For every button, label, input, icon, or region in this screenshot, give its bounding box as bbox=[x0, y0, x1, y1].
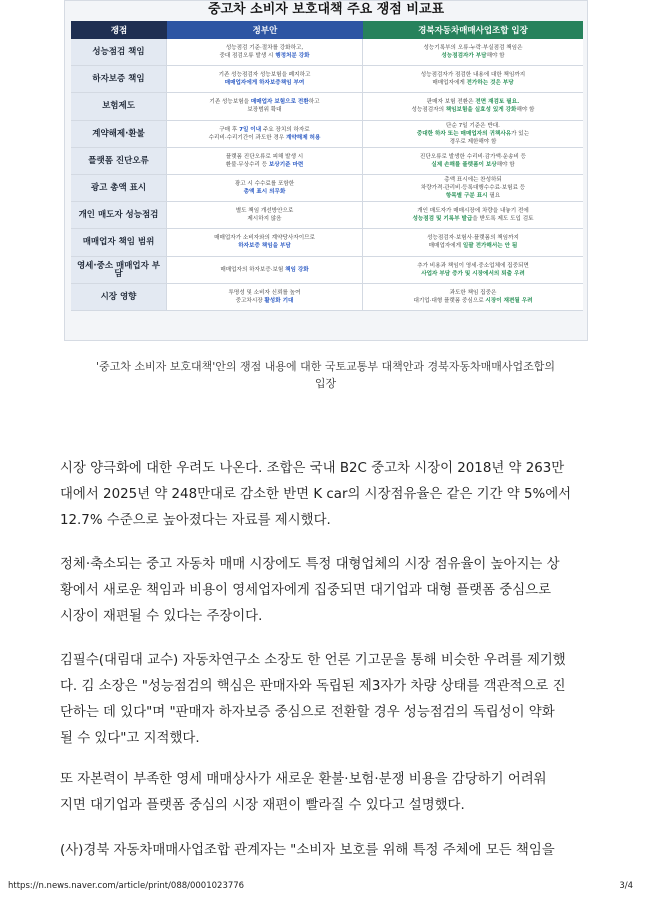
cell-line: 성능점검 기준·절차를 강화하고, bbox=[225, 45, 304, 52]
paragraph-line: 12.7% 수준으로 높아졌다는 자료를 제시했다. bbox=[60, 513, 331, 528]
article-paragraph bbox=[60, 648, 593, 752]
table-row bbox=[71, 175, 583, 202]
cell-line: 기존 성능점검자 성능보험을 폐지하고 bbox=[218, 72, 311, 79]
paragraph-line: 단하는 데 있다"며 "판매자 하자보증 중심으로 전환할 경우 성능점검의 독립성이 약화 bbox=[60, 705, 555, 720]
table-row bbox=[71, 284, 583, 311]
cell-line: 판매자 보험 전환은 전면 재검토 필요. bbox=[426, 99, 520, 106]
association-cell bbox=[363, 66, 583, 93]
association-cell bbox=[363, 93, 583, 120]
cell-line bbox=[171, 188, 358, 196]
highlight-text: 매매업자 보험으로 전환 bbox=[250, 99, 309, 106]
issue-cell: 개인 매도자 성능점검 bbox=[71, 202, 167, 229]
cell-line: 성능점검자가 부담해야 함 bbox=[441, 53, 505, 60]
caption-line: '중고차 소비자 보호대책'안의 쟁점 내용에 대한 국토교통부 대책안과 경북자동차매매사업조합의 bbox=[95, 360, 556, 373]
paragraph-line: 지면 대기업과 플랫폼 중심의 시장 재편이 빨라질 수 있다고 설명했다. bbox=[60, 798, 465, 813]
table-row bbox=[71, 39, 583, 66]
highlight-text: 전면 재검토 필요. bbox=[475, 99, 520, 106]
cell-line: 개인 매도자가 매매시장에 차량을 내놓기 전에 bbox=[417, 208, 529, 215]
highlight-text: 보상기준 마련 bbox=[268, 161, 304, 168]
highlight-text: 시장이 재편될 우려 bbox=[485, 297, 533, 304]
article-paragraph bbox=[60, 767, 593, 819]
paragraph-line: 김필수(대림대 교수) 자동차연구소 소장도 한 언론 기고문을 통해 비슷한 우려를 제기했 bbox=[60, 653, 566, 668]
association-cell bbox=[363, 257, 583, 284]
cell-line: 성능점검자의 책임보험을 실효성 있게 강화해야 함 bbox=[411, 107, 535, 114]
highlight-text: 하자보증 책임을 부담 bbox=[238, 243, 291, 250]
highlight-text: 실제 손해를 플랫폼이 보상 bbox=[431, 161, 497, 168]
paragraph-line: 대에서 2025년 약 248만대로 감소한 반면 K car의 시장점유율은 같은 기간 약 5%에서 bbox=[60, 487, 572, 502]
highlight-text: 총액 표시 의무화 bbox=[243, 189, 286, 196]
highlight-text: 사업자 부담 증가 및 시장에서의 퇴출 우려 bbox=[421, 270, 525, 277]
figure-title: 중고차 소비자 보호대책 주요 쟁점 비교표 bbox=[207, 2, 445, 17]
cell-line: 매매업자에게 전가하는 것은 부당 bbox=[432, 80, 514, 87]
table-row bbox=[71, 257, 583, 284]
paragraph-line: 또 자본력이 부족한 영세 매매상사가 새로운 환불·보험·분쟁 비용을 감당하기 어려워 bbox=[60, 772, 547, 787]
issue-cell: 광고 총액 표시 bbox=[71, 175, 167, 202]
highlight-text: 책임보험을 실효성 있게 강화 bbox=[445, 107, 517, 114]
government-cell bbox=[167, 284, 363, 311]
table-row bbox=[71, 66, 583, 93]
cell-line: 매매업자에게 일괄 전가해서는 안 됨 bbox=[428, 243, 518, 250]
cell-line bbox=[171, 79, 358, 87]
cell-line: 과도한 책임 집중은 bbox=[449, 289, 497, 296]
government-cell bbox=[167, 121, 363, 148]
cell-line: 매매업자가 소비자와의 계약당사자이므로 bbox=[214, 235, 315, 242]
highlight-text: 일괄 전가해서는 안 됨 bbox=[462, 243, 518, 250]
cell-line: 총액 표시에는 찬성하되 bbox=[444, 177, 502, 184]
cell-line: 기존 성능보험을 매매업자 보험으로 전환하고 bbox=[209, 99, 320, 106]
association-cell bbox=[363, 284, 583, 311]
header-government: 정부안 bbox=[167, 21, 363, 39]
issue-cell: 영세·중소 매매업자 부담 bbox=[71, 257, 167, 284]
issue-cell: 계약해제·환불 bbox=[71, 121, 167, 148]
table-row bbox=[71, 148, 583, 175]
cell-line: 투명성 및 소비자 신뢰를 높여 bbox=[228, 289, 301, 296]
paragraph-line: 다. 김 소장은 "성능점검의 핵심은 판매자와 독립된 제3자가 차량 상태를 객관적으로 진 bbox=[60, 679, 566, 694]
cell-line: 추가 비용과 책임이 영세·중소업체에 집중되면 bbox=[417, 262, 529, 269]
cell-line: 경우로 제한해야 함 bbox=[449, 138, 497, 145]
paragraph-line: 정체·축소되는 중고 자동차 매매 시장에도 특정 대형업체의 시장 점유율이 높아지는 상 bbox=[60, 557, 560, 572]
header-issue: 쟁점 bbox=[71, 21, 167, 39]
highlight-text: 활성화 기대 bbox=[264, 297, 294, 304]
cell-line: 구매 후 7일 이내 주요 장치의 하자로 bbox=[219, 126, 310, 133]
cell-line: 진단오류로 발생한 수리비·감가액·운송비 등 bbox=[419, 153, 527, 160]
highlight-text: 계약해제 허용 bbox=[285, 134, 321, 141]
comparison-table-figure bbox=[64, 0, 588, 341]
article-paragraph bbox=[60, 456, 593, 534]
issue-cell: 플랫폼 진단오류 bbox=[71, 148, 167, 175]
paragraph-line: 시장 양극화에 대한 우려도 나온다. 조합은 국내 B2C 중고차 시장이 2018년 약 263만 bbox=[60, 461, 565, 476]
highlight-text: 매매업자에게 하자보증책임 부여 bbox=[224, 80, 305, 87]
cell-line bbox=[171, 242, 358, 250]
cell-line: 성능기록부의 오류·누락·부실점검 책임은 bbox=[423, 45, 523, 52]
cell-line: 보장범위 확대 bbox=[247, 107, 282, 114]
issue-cell: 시장 영향 bbox=[71, 284, 167, 311]
highlight-text: 행정처분 강화 bbox=[275, 53, 310, 60]
highlight-text: 성능점검자가 부담 bbox=[441, 53, 487, 60]
article-paragraph bbox=[60, 838, 593, 864]
issue-cell: 성능점검 책임 bbox=[71, 39, 167, 66]
cell-line: 성능점검자·보험사·플랫폼의 책임까지 bbox=[427, 235, 519, 242]
association-cell bbox=[363, 229, 583, 256]
cell-line: 대기업·대형 플랫폼 중심으로 시장이 재편될 우려 bbox=[413, 297, 533, 304]
government-cell bbox=[167, 229, 363, 256]
page-number: 3/4 bbox=[619, 881, 633, 891]
association-cell bbox=[363, 202, 583, 229]
cell-line: 차량가격·관리비·등록대행수수료·보험료 등 bbox=[420, 185, 526, 192]
cell-line: 항목별 구분 표시 필요 bbox=[445, 193, 501, 200]
caption-line: 입장 bbox=[314, 377, 337, 390]
highlight-text: 전가하는 것은 부당 bbox=[466, 80, 514, 87]
government-cell bbox=[167, 202, 363, 229]
paragraph-line: (사)경북 자동차매매사업조합 관계자는 "소비자 보호를 위해 특정 주체에 모든 책임을 bbox=[60, 843, 555, 858]
highlight-text: 항목별 구분 표시 bbox=[445, 193, 488, 200]
association-cell bbox=[363, 175, 583, 202]
highlight-text: 성능점검 및 기록부 발급 bbox=[412, 216, 473, 223]
association-cell bbox=[363, 39, 583, 66]
cell-line: 환불·무상수리 등 보상기준 마련 bbox=[225, 161, 304, 168]
issue-cell: 보험제도 bbox=[71, 93, 167, 120]
cell-line: 중고차시장 활성화 기대 bbox=[235, 297, 294, 304]
highlight-text: 7일 이내 bbox=[239, 126, 262, 133]
association-cell bbox=[363, 148, 583, 175]
cell-line: 별도 책임 개선방안으로 bbox=[235, 208, 294, 215]
figure-caption bbox=[60, 358, 591, 392]
cell-line: 제시하지 않음 bbox=[247, 216, 282, 223]
government-cell bbox=[167, 257, 363, 284]
table-header-row bbox=[71, 21, 583, 39]
cell-line: 중대 점검오류 발생 시 행정처분 강화 bbox=[219, 53, 310, 60]
table-row bbox=[71, 202, 583, 229]
government-cell bbox=[167, 66, 363, 93]
highlight-text: 중대한 하자 또는 매매업자의 귀책사유 bbox=[416, 130, 512, 137]
cell-line bbox=[367, 270, 579, 278]
cell-line: 중대한 하자 또는 매매업자의 귀책사유가 있는 bbox=[416, 130, 530, 137]
cell-line: 수리비·수리기간이 과도한 경우 계약해제 허용 bbox=[208, 134, 321, 141]
government-cell bbox=[167, 175, 363, 202]
paragraph-line: 시장이 재편될 수 있다는 주장이다. bbox=[60, 609, 263, 624]
government-cell bbox=[167, 148, 363, 175]
association-cell bbox=[363, 121, 583, 148]
article-paragraph bbox=[60, 552, 593, 630]
header-association: 경북자동차매매사업조합 입장 bbox=[363, 21, 583, 39]
table-row bbox=[71, 121, 583, 148]
paragraph-line: 될 수 있다"고 지적했다. bbox=[60, 731, 200, 746]
cell-line: 광고 시 수수료를 포함한 bbox=[234, 181, 295, 188]
highlight-text: 책임 강화 bbox=[285, 266, 309, 273]
issue-cell: 매매업자 책임 범위 bbox=[71, 229, 167, 256]
table-row bbox=[71, 229, 583, 256]
paragraph-line: 황에서 새로운 책임과 비용이 영세업자에게 집중되면 대기업과 대형 플랫폼 중심으로 bbox=[60, 583, 552, 598]
cell-line: 매매업자의 하자보증·보험 책임 강화 bbox=[220, 266, 309, 273]
cell-line: 플랫폼 진단오류로 피해 발생 시 bbox=[225, 153, 304, 160]
issue-cell: 하자보증 책임 bbox=[71, 66, 167, 93]
cell-line: 성능점검 및 기록부 발급을 받도록 제도 도입 검토 bbox=[412, 216, 534, 223]
cell-line: 단순 7일 기준은 반대. bbox=[446, 122, 500, 129]
government-cell bbox=[167, 39, 363, 66]
government-cell bbox=[167, 93, 363, 120]
table-row bbox=[71, 93, 583, 120]
footer-url: https://n.news.naver.com/article/print/088/0001023776 bbox=[8, 881, 245, 891]
cell-line: 실제 손해를 플랫폼이 보상해야 함 bbox=[431, 161, 515, 168]
cell-line: 성능점검자가 점검한 내용에 대한 책임까지 bbox=[420, 72, 526, 79]
comparison-table bbox=[71, 21, 583, 311]
